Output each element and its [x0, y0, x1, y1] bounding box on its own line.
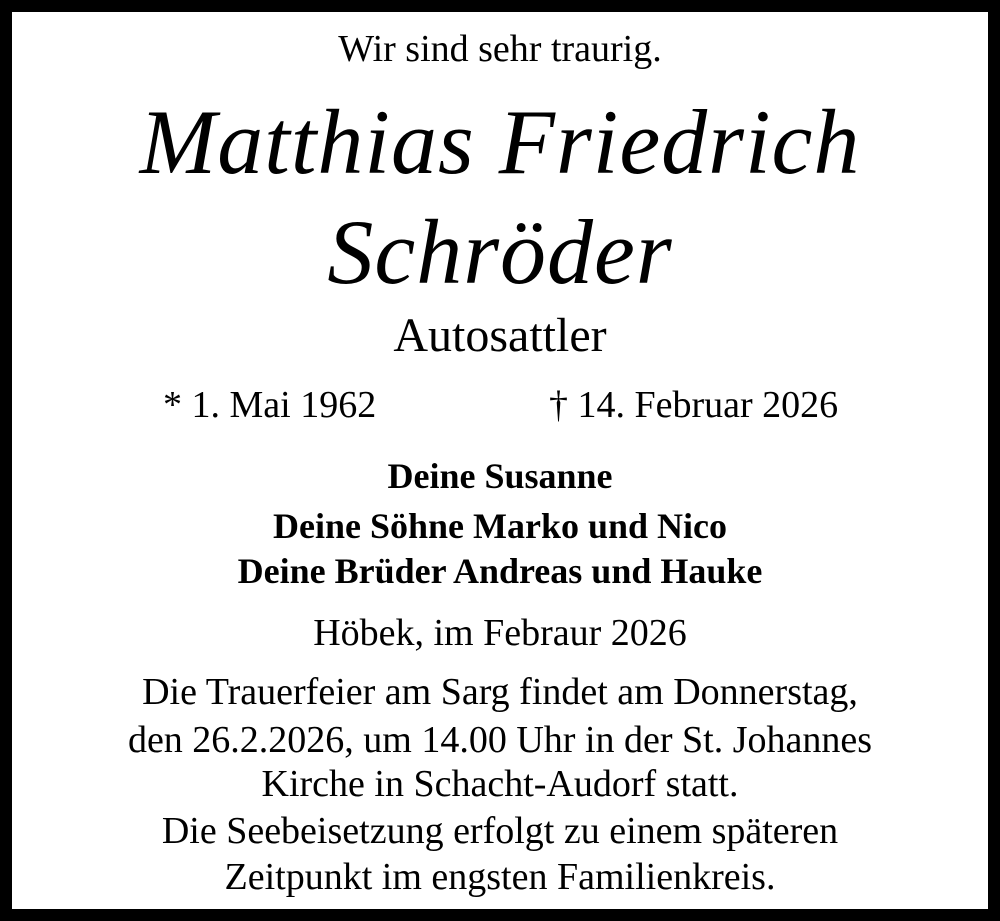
- ceremony-info-line: Zeitpunkt im engsten Familienkreis.: [224, 856, 776, 898]
- ceremony-info-line: den 26.2.2026, um 14.00 Uhr in der St. Johannes: [127, 719, 873, 761]
- ceremony-info-line: Die Seebeisetzung erfolgt zu einem späteren: [161, 810, 839, 852]
- mourner-line: Deine Susanne: [387, 456, 613, 496]
- mourner-line: Deine Söhne Marko und Nico: [272, 506, 728, 546]
- mourner-line: Deine Brüder Andreas und Hauke: [237, 551, 763, 591]
- death-date: † 14. Februar 2026: [549, 384, 839, 426]
- place-and-date: Höbek, im Febraur 2026: [313, 612, 687, 654]
- ceremony-info-line: Die Trauerfeier am Sarg findet am Donnerstag,: [142, 671, 858, 713]
- intro-text: Wir sind sehr traurig.: [338, 28, 662, 70]
- ceremony-info-line: Kirche in Schacht-Audorf statt.: [261, 763, 739, 805]
- deceased-name-line-1: Matthias Friedrich: [139, 91, 861, 193]
- deceased-name-line-2: Schröder: [327, 201, 673, 303]
- birth-date: * 1. Mai 1962: [163, 384, 377, 426]
- occupation: Autosattler: [393, 309, 607, 362]
